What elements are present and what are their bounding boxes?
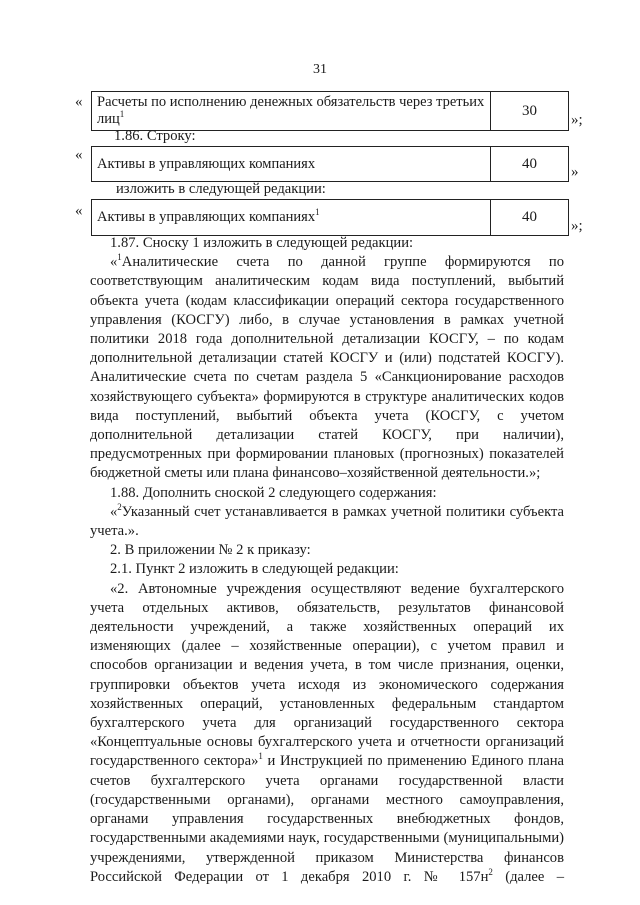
- row-2-code: 40: [491, 147, 569, 182]
- para-1-87-sup: 1: [117, 252, 122, 263]
- para-2-1: 2.1. Пункт 2 изложить в следующей редакции:: [110, 561, 399, 578]
- para-2-2: [90, 580, 564, 887]
- para-2-2-text-c: (далее –: [492, 868, 564, 885]
- para-1-88-sup: 2: [117, 501, 122, 512]
- para-2-2-text-b: и Инструкцией по применению Единого плана счетов бухгалтерского учета органами государственной власти (государственными органами), органами местного самоуправления, органами управления государственных внебюджетных фондов, государственными академиями наук, государственными (муниципальными) учреждениями, утвержденной приказом Министерства финансов Российской Федерации от 1 декабря 2010 г. № 157н: [90, 753, 565, 885]
- table-row-3: [91, 199, 569, 236]
- page-number: 31: [313, 62, 327, 77]
- quote-open-1: «: [75, 94, 83, 110]
- para-2-2-text-a: «2. Автономные учреждения осуществляют ведение бухгалтерского учета отдельных активов, обязательств, результатов финансовой деятельности учреждений, а также хозяйственных операций их изменяющих (далее – хозяйственные операции), с учетом правил и способов организации и ведения учета, в том числе признания, оценки, группировки объектов учета исходя из экономического содержания хозяйственных операций, установленных федеральным стандартом бухгалтерского учета для организаций государственного сектора «Концептуальные основы бухгалтерского учета и отчетности организаций государственного сектора»: [90, 580, 564, 770]
- quote-close-1: »;: [571, 112, 583, 128]
- document-body: [90, 234, 564, 887]
- para-1-88-head: 1.88. Дополнить сноской 2 следующего содержания:: [110, 484, 437, 501]
- quote-open-3: «: [75, 203, 83, 219]
- para-1-87-text: Аналитические счета по данной группе формируются по соответствующим аналитическим кодам вида поступлений, выбытий объекта учета (кодам классификации операций сектора государственного управления (КОСГУ) либо, в случае установления в рамках учетной политики 2018 года дополнительной детализации КОСГУ, – по кодам дополнительной детализации статей КОСГУ и (или) подстатей КОСГУ). Аналитические счета по счетам раздела 5 «Санкционирование расходов хозяйствующего субъекта» формируются в структуре аналитических кодов вида поступлений, выбытий объекта учета (КОСГУ, с учетом дополнительной детализации статей КОСГУ, при наличии), предусмотренных при формировании плановых (прогнозных) показателей бюджетной сметы или плана финансово–хозяйственной деятельности.»;: [90, 254, 564, 482]
- row-3-text: Активы в управляющих компаниях: [97, 209, 316, 225]
- para-2-2-sup-2: 2: [488, 866, 493, 877]
- row-2-text: Активы в управляющих компаниях: [92, 147, 491, 182]
- para-1-87-head: 1.87. Сноску 1 изложить в следующей редакции:: [110, 235, 414, 251]
- row-3-footnote: 1: [315, 207, 320, 218]
- para-2-2-sup-1: 1: [258, 751, 263, 762]
- row-1-code: 30: [491, 92, 569, 131]
- table-row-1: [91, 91, 569, 131]
- line-replace: изложить в следующей редакции:: [116, 181, 326, 197]
- quote-close-3: »;: [571, 218, 583, 234]
- para-1-88: [90, 503, 564, 541]
- quote-close-2: »: [571, 164, 579, 180]
- table-row-2: [91, 146, 569, 182]
- row-1-footnote: 1: [119, 109, 125, 120]
- para-2: 2. В приложении № 2 к приказу:: [110, 542, 311, 559]
- row-3-code: 40: [491, 200, 569, 236]
- para-1-88-open: «: [110, 503, 118, 520]
- quote-open-2: «: [75, 147, 83, 163]
- para-1-87: [90, 253, 564, 483]
- row-1-text: Расчеты по исполнению денежных обязательств через третьих лиц: [97, 94, 485, 127]
- line-1-86: 1.86. Строку:: [114, 128, 196, 144]
- para-1-87-open: «: [110, 254, 118, 271]
- para-1-88-text: Указанный счет устанавливается в рамках учетной политики субъекта учета.».: [90, 503, 564, 540]
